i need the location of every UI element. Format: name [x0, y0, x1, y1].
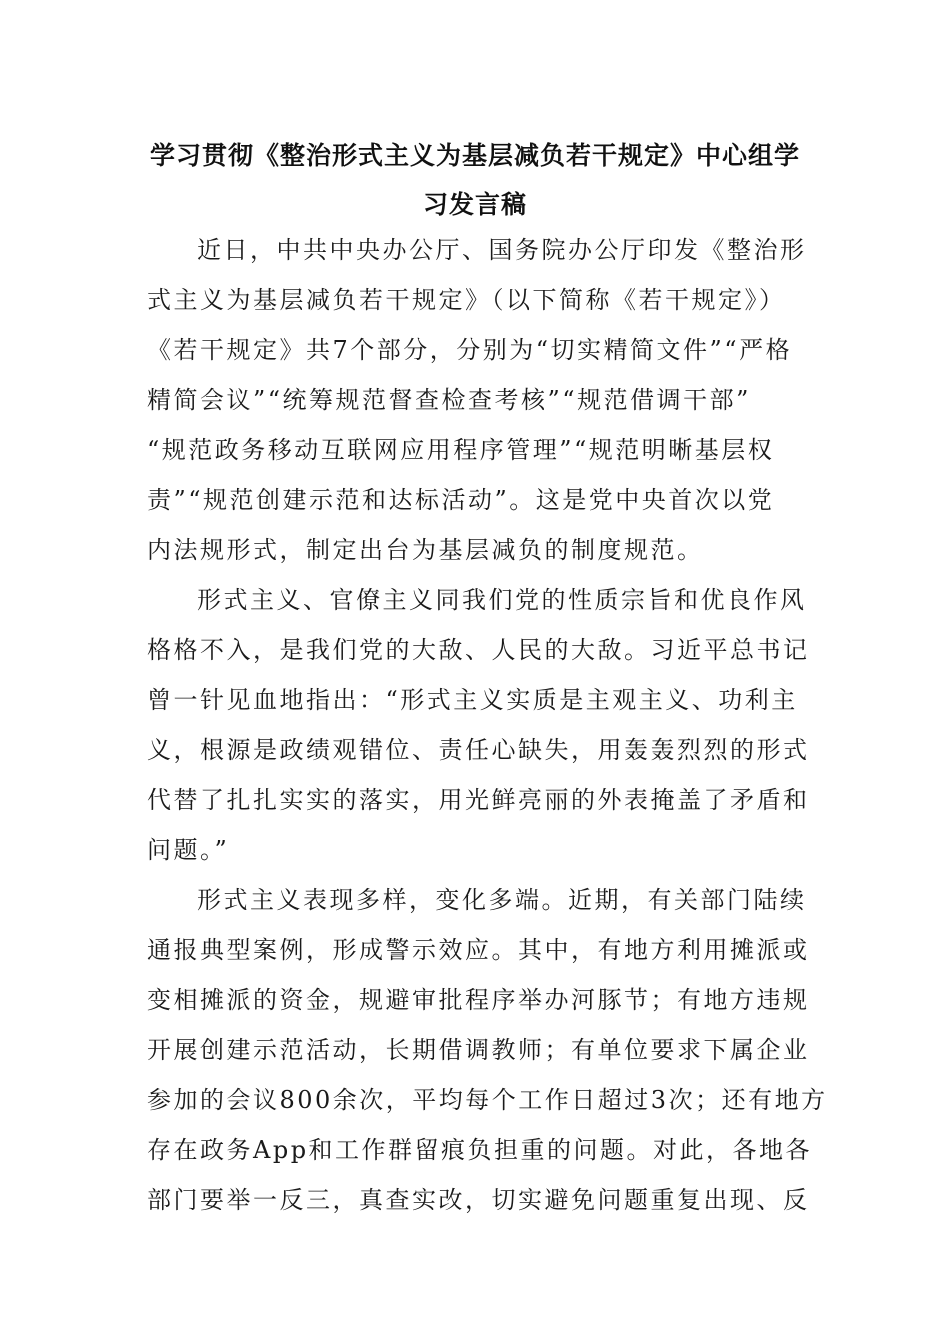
paragraph-line: 曾一针见血地指出：“形式主义实质是主观主义、功利主 — [147, 686, 798, 714]
document-title-line-2: 习发言稿 — [422, 190, 527, 219]
paragraph-line: 问题。” — [147, 836, 230, 864]
paragraph-line: 近日，中共中央办公厅、国务院办公厅印发《整治形 — [197, 236, 807, 264]
paragraph-line: 《若干规定》共7个部分，分别为“切实精简文件”“严格 — [147, 336, 793, 364]
paragraph-line: 义，根源是政绩观错位、责任心缺失，用轰轰烈烈的形式 — [147, 736, 810, 764]
paragraph-line: 式主义为基层减负若干规定》（以下简称《若干规定》） — [147, 286, 786, 314]
paragraph-line: 代替了扎扎实实的落实，用光鲜亮丽的外表掩盖了矛盾和 — [147, 786, 810, 814]
paragraph-line: 通报典型案例，形成警示效应。其中，有地方利用摊派或 — [147, 936, 810, 964]
paragraph-line: “规范政务移动互联网应用程序管理”“规范明晰基层权 — [147, 436, 775, 464]
paragraph-line: 存在政务App和工作群留痕负担重的问题。对此，各地各 — [147, 1136, 813, 1164]
paragraph-line: 责”“规范创建示范和达标活动”。这是党中央首次以党 — [147, 486, 775, 514]
paragraph-line: 形式主义、官僚主义同我们党的性质宗旨和优良作风 — [197, 586, 807, 614]
paragraph-line: 参加的会议800余次，平均每个工作日超过3次；还有地方 — [147, 1086, 828, 1114]
paragraph-line: 部门要举一反三，真查实改，切实避免问题重复出现、反 — [147, 1186, 810, 1214]
paragraph-line: 形式主义表现多样，变化多端。近期，有关部门陆续 — [197, 886, 807, 914]
paragraph-line: 开展创建示范活动，长期借调教师；有单位要求下属企业 — [147, 1036, 810, 1064]
paragraph-line: 内法规形式，制定出台为基层减负的制度规范。 — [147, 536, 704, 564]
paragraph-line: 格格不入，是我们党的大敌、人民的大敌。习近平总书记 — [147, 636, 810, 664]
paragraph-line: 变相摊派的资金，规避审批程序举办河豚节；有地方违规 — [147, 986, 810, 1014]
document-title-line-1: 学习贯彻《整治形式主义为基层减负若干规定》中心组学 — [149, 141, 800, 170]
paragraph-line: 精简会议”“统筹规范督查检查考核”“规范借调干部” — [147, 386, 751, 414]
